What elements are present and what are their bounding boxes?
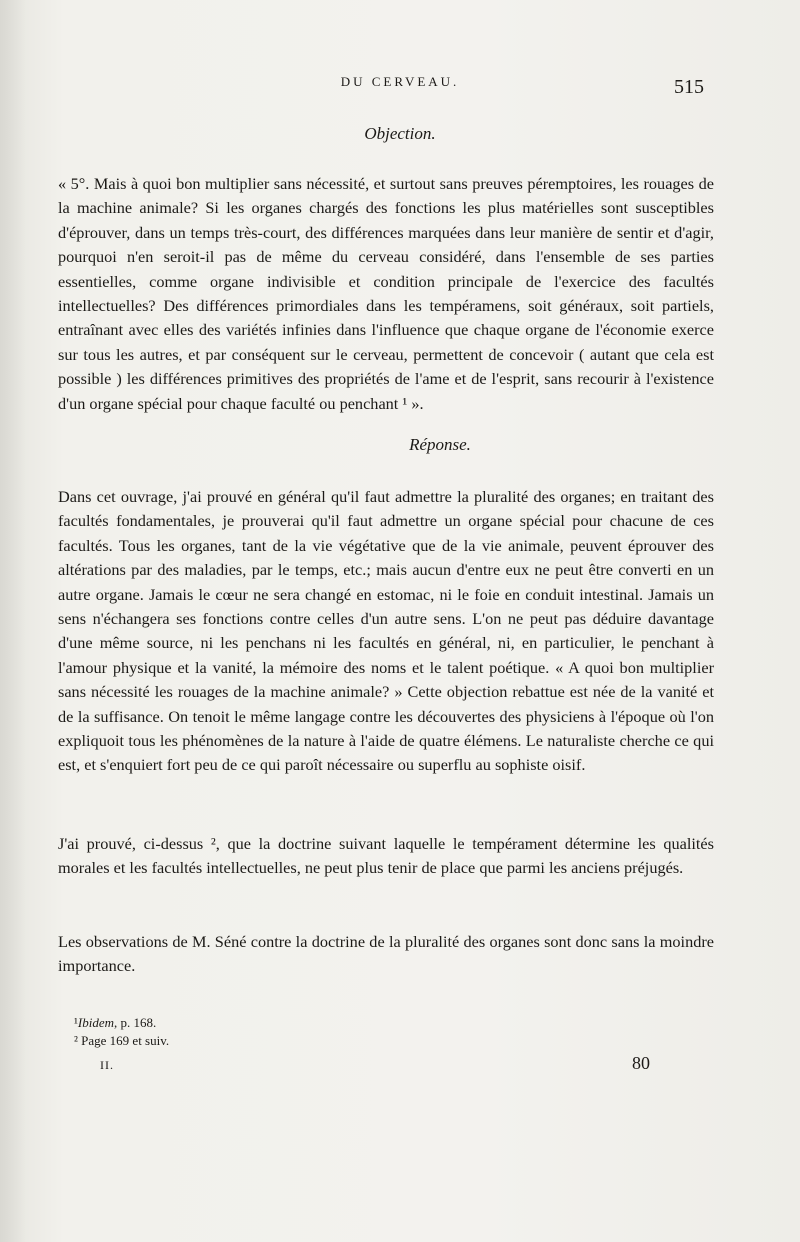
page-number: 515 xyxy=(674,76,704,98)
reponse-paragraph-1: Dans cet ouvrage, j'ai prouvé en général qu'il faut admettre la pluralité des organes; en traitant des facultés fondamentales, je prouverai qu'il faut admettre un organe spécial pour chacune de ces facultés. Tous les organes, tant de la vie végétative que de la vie animale, peuvent éprouver des altérations par des maladies, par le temps, etc.; mais aucun d'entre eux ne peut être converti en un autre organe. Jamais le cœur ne sera changé en estomac, ni le foie en conduit intestinal. Jamais un sens n'échangera ses fonctions contre celles d'un autre sens. L'on ne peut pas déduire davantage d'une même source, ni les penchans ni les facultés en général, ni, en particulier, le penchant à l'amour physique et la vanité, la mémoire des noms et le talent poétique. « A quoi bon multiplier sans nécessité les rouages de la machine animale? » Cette objection rebattue est née de la vanité et de la suffisance. On tenoit le même langage contre les découvertes des physiciens à l'époque où l'on expliquoit tous les phénomènes de la nature à l'aide de quatre élémens. Le naturaliste cherche ce qui est, et s'enquiert fort peu de ce qui paroît nécessaire ou superflu au sophiste oisif. xyxy=(58,487,714,775)
footnotes xyxy=(74,1014,169,1050)
volume-signature: II. xyxy=(100,1058,114,1072)
footnote-1-ref: Ibidem xyxy=(77,1015,115,1030)
reponse-title: Réponse. xyxy=(409,435,471,454)
reponse-paragraph-3: Les observations de M. Séné contre la doctrine de la pluralité des organes sont donc sans la moindre importance. xyxy=(58,932,714,976)
footnote-2 xyxy=(74,1032,169,1050)
footnote-2-marker: ² xyxy=(74,1033,78,1048)
footnote-2-text: Page 169 et suiv. xyxy=(81,1033,170,1048)
running-head: DU CERVEAU. xyxy=(340,74,460,89)
binding-shadow xyxy=(0,0,26,1242)
footnote-1-text: , p. 168. xyxy=(114,1015,157,1030)
footnote-1-marker: ¹ xyxy=(74,1015,78,1030)
reponse-paragraph-2: J'ai prouvé, ci-dessus ², que la doctrine suivant laquelle le tempérament détermine les qualités morales et les facultés intellectuelles, ne peut plus tenir de place que parmi les anciens préjugés. xyxy=(58,834,714,878)
objection-paragraph: « 5°. Mais à quoi bon multiplier sans nécessité, et surtout sans preuves péremptoires, les rouages de la machine animale? Si les organes chargés des fonctions les plus matérielles sont susceptibles d'éprouver, dans un temps très-court, des différences marquées dans leur manière de sentir et d'agir, pourquoi n'en seroit-il pas de même du cerveau considéré, dans l'ensemble de ses parties essentielles, comme organe indivisible et condition principale de l'exercice des facultés intellectuelles? Des différences primordiales dans les tempéramens, soit généraux, soit partiels, entraînant avec elles des variétés infinies dans l'influence que chaque organe de l'économie exerce sur tous les autres, et par conséquent sur le cerveau, permettent de concevoir ( autant que cela est possible ) les différences primitives des propriétés de l'ame et de l'esprit, sans recourir à l'existence d'un organe spécial pour chaque faculté ou penchant ¹ ». xyxy=(58,174,714,413)
footnote-1 xyxy=(74,1014,169,1032)
objection-title: Objection. xyxy=(364,124,436,143)
sheet-number: 80 xyxy=(632,1053,650,1073)
